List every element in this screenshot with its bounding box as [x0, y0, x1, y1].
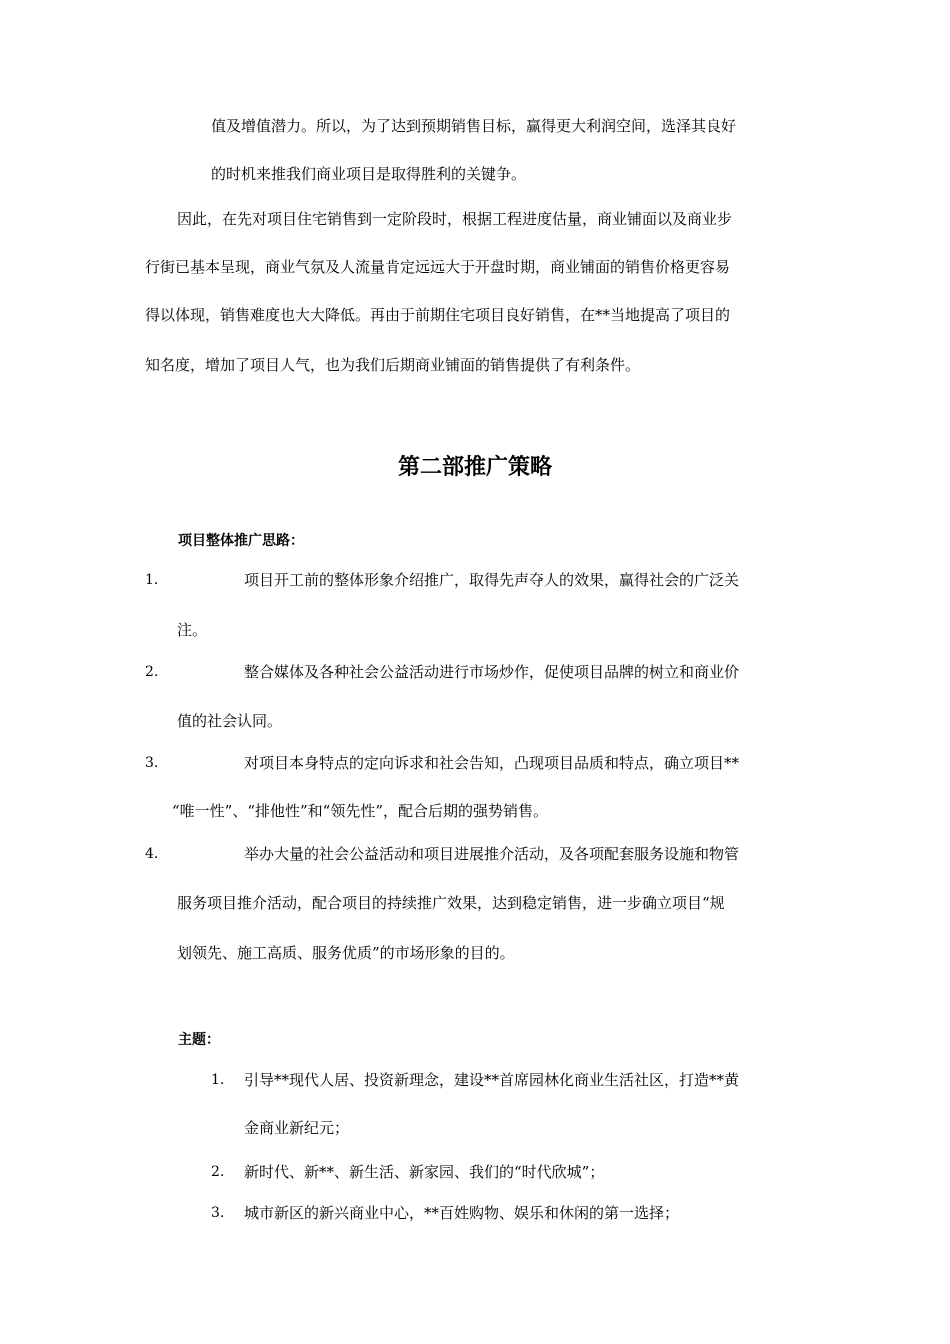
section1-item-3-line-2: “唯一性”、“排他性”和“领先性”，配合后期的强势销售。	[172, 802, 549, 820]
paragraph-line-1: 因此，在先对项目住宅销售到一定阶段时，根据工程进度估量，商业铺面以及商业步	[177, 210, 733, 228]
section2-item-3-number: 3.	[211, 1205, 225, 1221]
section1-item-2-line-2: 值的社会认同。	[177, 712, 283, 730]
section1-item-2-line-1: 整合媒体及各种社会公益活动进行市场炒作，促使项目品牌的树立和商业价	[244, 663, 740, 681]
section1-item-1-line-2: 注。	[177, 621, 208, 639]
section2-item-1-number: 1.	[211, 1072, 225, 1088]
section1-item-1-number: 1.	[145, 572, 159, 588]
paragraph-line-3: 得以体现，销售难度也大大降低。再由于前期住宅项目良好销售，在**当地提高了项目的	[145, 306, 731, 324]
section1-title: 项目整体推广思路：	[178, 533, 304, 549]
section2-item-2-line-1: 新时代、新**、新生活、新家园、我们的“时代欣城”；	[244, 1163, 605, 1181]
paragraph-line-4: 知名度，增加了项目人气，也为我们后期商业铺面的销售提供了有利条件。	[145, 356, 641, 374]
section1-item-2-number: 2.	[145, 664, 159, 680]
section1-item-3-number: 3.	[145, 755, 159, 771]
section2-item-1-line-1: 引导**现代人居、投资新理念，建设**首席园林化商业生活社区，打造**黄	[244, 1071, 740, 1089]
section1-item-4-line-1: 举办大量的社会公益活动和项目进展推介活动，及各项配套服务设施和物管	[244, 845, 740, 863]
intro-line-2: 的时机来推我们商业项目是取得胜利的关键争。	[211, 165, 527, 183]
section2-item-2-number: 2.	[211, 1164, 225, 1180]
section-heading: 第二部推广策略	[397, 455, 552, 480]
intro-line-1: 值及增值潜力。所以，为了达到预期销售目标，赢得更大利润空间，选泽其良好	[211, 117, 737, 135]
section2-title: 主题：	[178, 1032, 220, 1048]
section1-item-4-line-3: 划领先、施工高质、服务优质”的市场形象的目的。	[177, 944, 515, 962]
section1-item-3-line-1: 对项目本身特点的定向诉求和社会告知，凸现项目品质和特点，确立项目**	[244, 754, 740, 772]
section1-item-1-line-1: 项目开工前的整体形象介绍推广，取得先声夺人的效果，赢得社会的广泛关	[244, 571, 740, 589]
section2-item-1-line-2: 金商业新纪元；	[244, 1119, 350, 1137]
section1-item-4-number: 4.	[145, 846, 159, 862]
section2-item-3-line-1: 城市新区的新兴商业中心，**百姓购物、娱乐和休闲的第一选择；	[244, 1204, 680, 1222]
paragraph-line-2: 行街已基本呈现，商业气氛及人流量肯定远远大于开盘时期，商业铺面的销售价格更容易	[145, 258, 731, 276]
section1-item-4-line-2: 服务项目推介活动，配合项目的持续推广效果，达到稳定销售，进一步确立项目“规	[177, 894, 725, 912]
